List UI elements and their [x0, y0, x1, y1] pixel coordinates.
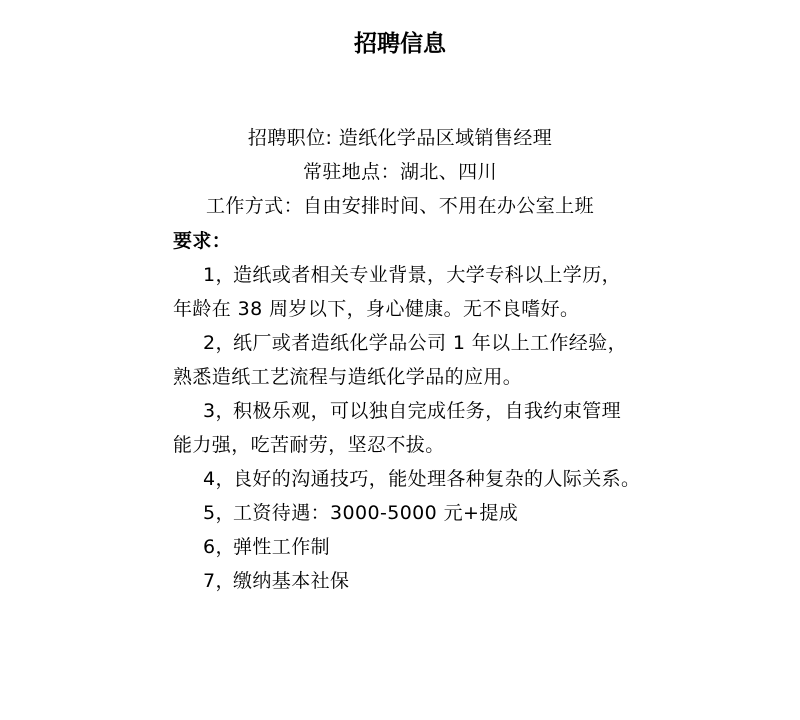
requirement-text: 造纸或者相关专业背景，大学专科以上学历，: [233, 264, 622, 286]
requirement-number: 2，: [203, 332, 235, 354]
requirement-text: 积极乐观，可以独自完成任务，自我约束管理: [233, 400, 622, 422]
requirement-item: [173, 330, 653, 356]
requirement-text: 弹性工作制: [233, 536, 331, 558]
requirement-item: [173, 568, 653, 594]
location: 常驻地点：湖北、四川: [302, 161, 497, 183]
requirement-continuation: 熟悉造纸工艺流程与造纸化学品的应用。: [173, 366, 523, 388]
requirement-text: 良好的沟通技巧，能处理各种复杂的人际关系。: [233, 468, 641, 490]
requirement-number: 3，: [203, 400, 235, 422]
requirement-item: [173, 398, 653, 424]
requirement-number: 4，: [203, 468, 235, 490]
requirement-number: 6，: [203, 536, 235, 558]
requirement-item: [173, 466, 653, 492]
requirement-continuation: 年龄在 38 周岁以下，身心健康。无不良嗜好。: [173, 298, 580, 320]
requirement-number: 5，: [203, 502, 235, 524]
requirement-number: 1，: [203, 264, 235, 286]
requirement-number: 7，: [203, 570, 235, 592]
requirement-text: 工资待遇：3000-5000 元+提成: [233, 502, 519, 524]
job-position: 招聘职位: 造纸化学品区域销售经理: [247, 127, 553, 149]
requirement-item: [173, 262, 653, 288]
requirement-continuation: 能力强，吃苦耐劳，坚忍不拔。: [173, 434, 445, 456]
page-title: 招聘信息: [354, 31, 446, 57]
requirement-text: 纸厂或者造纸化学品公司 1 年以上工作经验，: [233, 332, 627, 354]
work-mode: 工作方式：自由安排时间、不用在办公室上班: [205, 195, 594, 217]
requirement-text: 缴纳基本社保: [233, 570, 350, 592]
requirement-item: [173, 500, 653, 526]
requirement-item: [173, 534, 653, 560]
requirements-heading: 要求：: [173, 230, 232, 252]
